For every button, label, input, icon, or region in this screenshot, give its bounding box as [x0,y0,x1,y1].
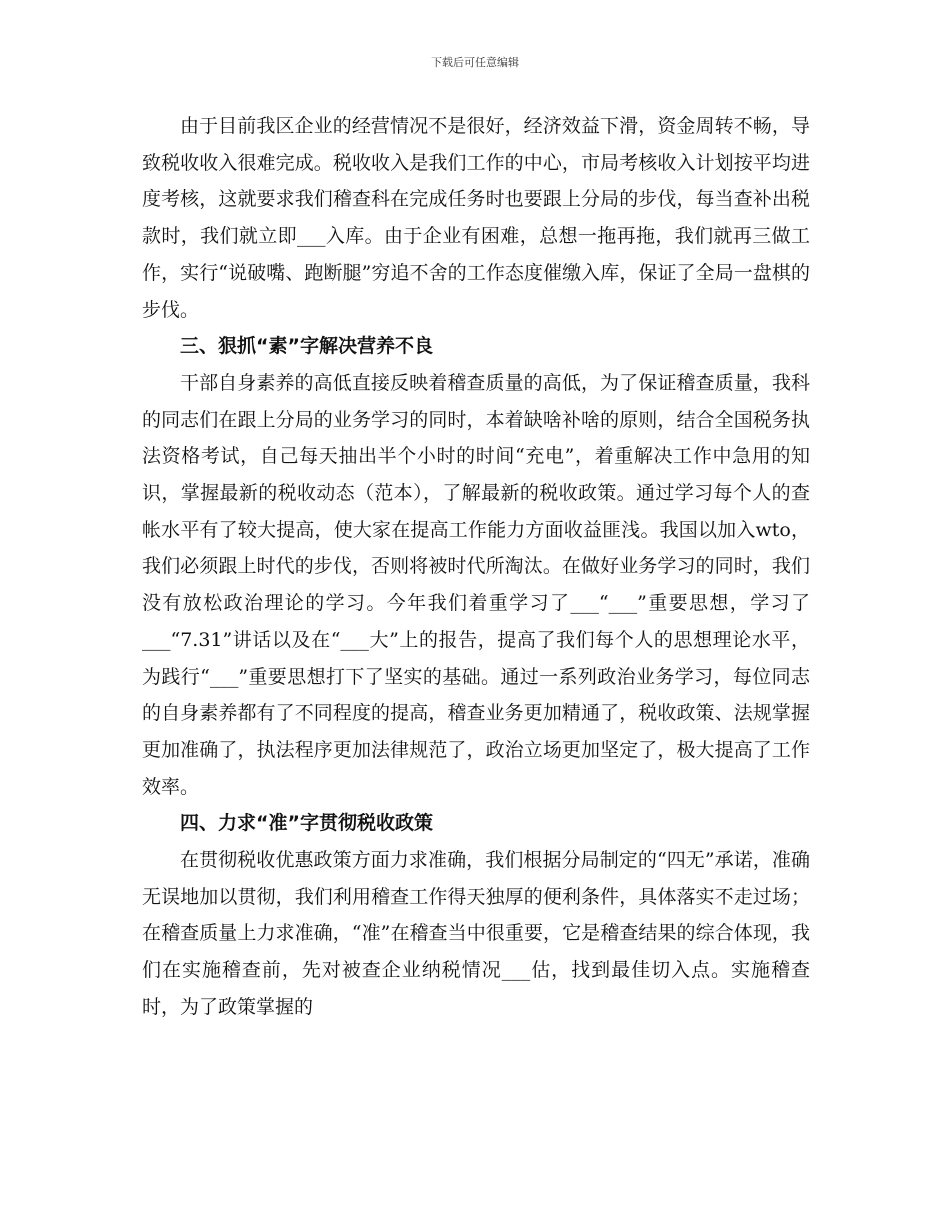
paragraph-quality: 干部自身素养的高低直接反映着稽查质量的高低，为了保证稽查质量，我科的同志们在跟上分局的业务学习的同时，本着缺啥补啥的原则，结合全国税务执法资格考试，自己每天抽出半个小时的时间“充电”，着重解决工作中急用的知识，掌握最新的税收动态（范本），了解最新的税收政策。通过学习每个人的查帐水平有了较大提高，使大家在提高工作能力方面收益匪浅。我国以加入wto，我们必须跟上时代的步伐，否则将被时代所淘汰。在做好业务学习的同时，我们没有放松政治理论的学习。今年我们着重学习了___“___”重要思想，学习了___“7.31”讲话以及在“___大”上的报告，提高了我们每个人的思想理论水平，为践行“___”重要思想打下了坚实的基础。通过一系列政治业务学习，每位同志的自身素养都有了不同程度的提高，稽查业务更加精通了，税收政策、法规掌握更加准确了，执法程序更加法律规范了，政治立场更加坚定了，极大提高了工作效率。 [142,371,810,798]
paragraph-revenue: 由于目前我区企业的经营情况不是很好，经济效益下滑，资金周转不畅，导致税收收入很难完成。税收收入是我们工作的中心，市局考核收入计划按平均进度考核，这就要求我们稽查科在完成任务时也要跟上分局的步伐，每当查补出税款时，我们就立即___入库。由于企业有困难，总想一拖再拖，我们就再三做工作，实行“说破嘴、跑断腿”穷追不舍的工作态度催缴入库，保证了全局一盘棋的步伐。 [142,115,810,321]
section-heading-3: 三、狠抓“素”字解决营养不良 [180,335,433,358]
paragraph-policy: 在贯彻税收优惠政策方面力求准确，我们根据分局制定的“四无”承诺，准确无误地加以贯彻，我们利用稽查工作得天独厚的便利条件，具体落实不走过场；在稽查质量上力求准确，“准”在稽查当中很重要，它是稽查结果的综合体现，我们在实施稽查前，先对被查企业纳税情况___估，找到最佳切入点。实施稽查时，为了政策掌握的 [142,849,810,1018]
document-body [142,108,810,1026]
section-heading-4: 四、力求“准”字贯彻税收政策 [180,812,433,835]
page-header: 下载后可任意编辑 [431,56,519,69]
